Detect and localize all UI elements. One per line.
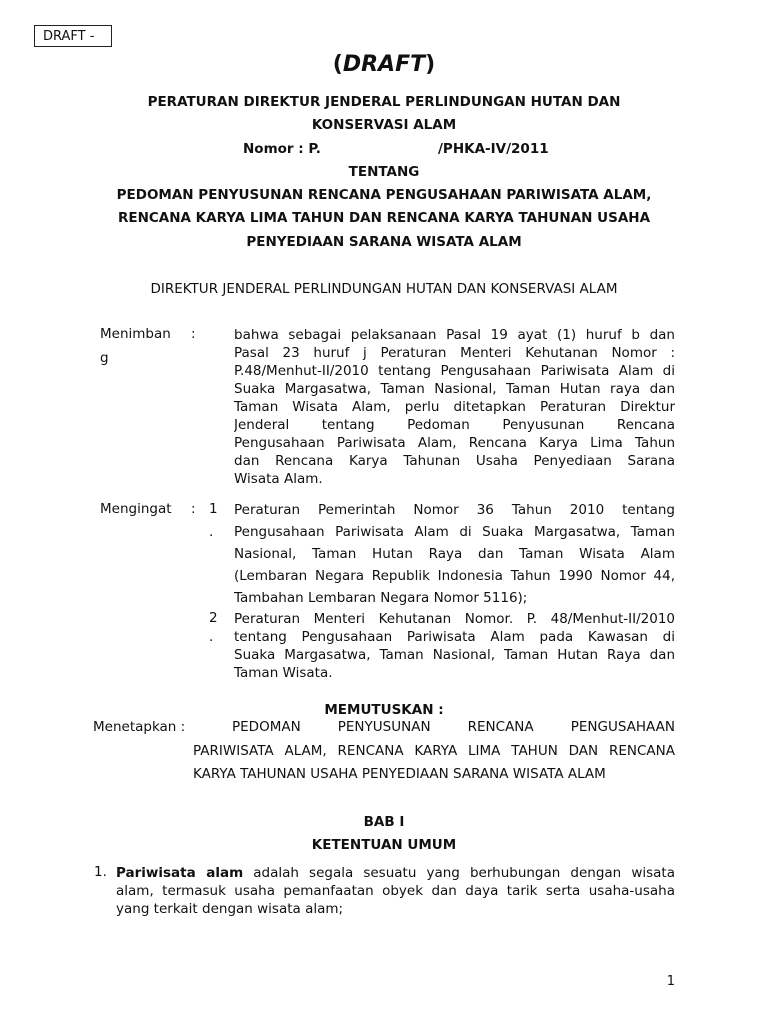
menimbang-label-wrap: g	[100, 350, 109, 366]
chapter-number: BAB I	[363, 814, 405, 830]
menetapkan-label: Menetapkan :	[93, 719, 186, 735]
tentang-heading: TENTANG	[348, 164, 420, 180]
subject-line-2: RENCANA KARYA LIMA TAHUN DAN RENCANA KARYA TAHUNAN USAHA	[117, 210, 651, 226]
definition-1-number: 1.	[94, 864, 107, 880]
chapter-title: KETENTUAN UMUM	[311, 837, 457, 853]
director-line: DIREKTUR JENDERAL PERLINDUNGAN HUTAN DAN KONSERVASI ALAM	[150, 281, 618, 297]
mengingat-item-1-text: Peraturan Pemerintah Nomor 36 Tahun 2010 tentang Pengusahaan Pariwisata Alam di Suaka Margasatwa, Taman Nasional, Taman Hutan Raya dan Taman Wisata Alam (Lembaran Negara Republik Indonesia Tahun 1990 Nomor 44, Tambahan Lembaran Negara Nomor 5116);	[234, 502, 675, 606]
page-number: 1	[666, 974, 675, 989]
heading-line-2: KONSERVASI ALAM	[311, 117, 457, 133]
menimbang-text: bahwa sebagai pelaksanaan Pasal 19 ayat (1) huruf b dan Pasal 23 huruf j Peraturan Menteri Kehutanan Nomor : P.48/Menhut-II/2010 tentang Pengusahaan Pariwisata Alam di Suaka Margasatwa, Taman Nasional, Taman Hutan raya dan Taman Wisata Alam, perlu ditetapkan Peraturan Direktur Jenderal tentang Pedoman Penyusunan Rencana Pengusahaan Pariwisata Alam, Rencana Karya Lima Tahun dan Rencana Karya Tahunan Usaha Penyediaan Sarana Wisata Alam.	[234, 327, 675, 487]
memutuskan-heading: MEMUTUSKAN :	[324, 702, 444, 718]
menimbang-label: Menimban	[100, 326, 171, 342]
subject-line-3: PENYEDIAAN SARANA WISATA ALAM	[246, 234, 522, 250]
mengingat-item-1-number: 1	[209, 501, 218, 517]
mengingat-item-2-number: 2	[209, 610, 218, 626]
document-title: (DRAFT)	[332, 52, 436, 77]
draft-stamp: DRAFT -	[34, 25, 112, 47]
subject-line-1: PEDOMAN PENYUSUNAN RENCANA PENGUSAHAAN PARIWISATA ALAM,	[116, 187, 652, 203]
mengingat-label: Mengingat	[100, 501, 172, 517]
definition-1-term: Pariwisata alam	[116, 865, 244, 881]
menimbang-colon: :	[191, 326, 196, 342]
menetapkan-line-1: PEDOMAN PENYUSUNAN RENCANA PENGUSAHAAN	[232, 719, 675, 735]
definition-1-text: Pariwisata alam adalah segala sesuatu yang berhubungan dengan wisata alam, termasuk usaha pemanfaatan obyek dan daya tarik serta usaha-usaha yang terkait dengan wisata alam;	[116, 865, 675, 917]
heading-line-1: PERATURAN DIREKTUR JENDERAL PERLINDUNGAN HUTAN DAN	[147, 94, 621, 110]
menetapkan-line-3: KARYA TAHUNAN USAHA PENYEDIAAN SARANA WISATA ALAM	[193, 766, 606, 782]
mengingat-item-1-dot: .	[209, 524, 214, 540]
mengingat-item-2-text: Peraturan Menteri Kehutanan Nomor. P. 48/Menhut-II/2010 tentang Pengusahaan Pariwisata Alam pada Kawasan di Suaka Margasatwa, Taman Nasional, Taman Hutan Raya dan Taman Wisata.	[234, 611, 675, 681]
mengingat-item-2-dot: .	[209, 629, 214, 645]
menetapkan-line-2: PARIWISATA ALAM, RENCANA KARYA LIMA TAHUN DAN RENCANA	[193, 743, 675, 759]
mengingat-colon: :	[191, 501, 196, 517]
